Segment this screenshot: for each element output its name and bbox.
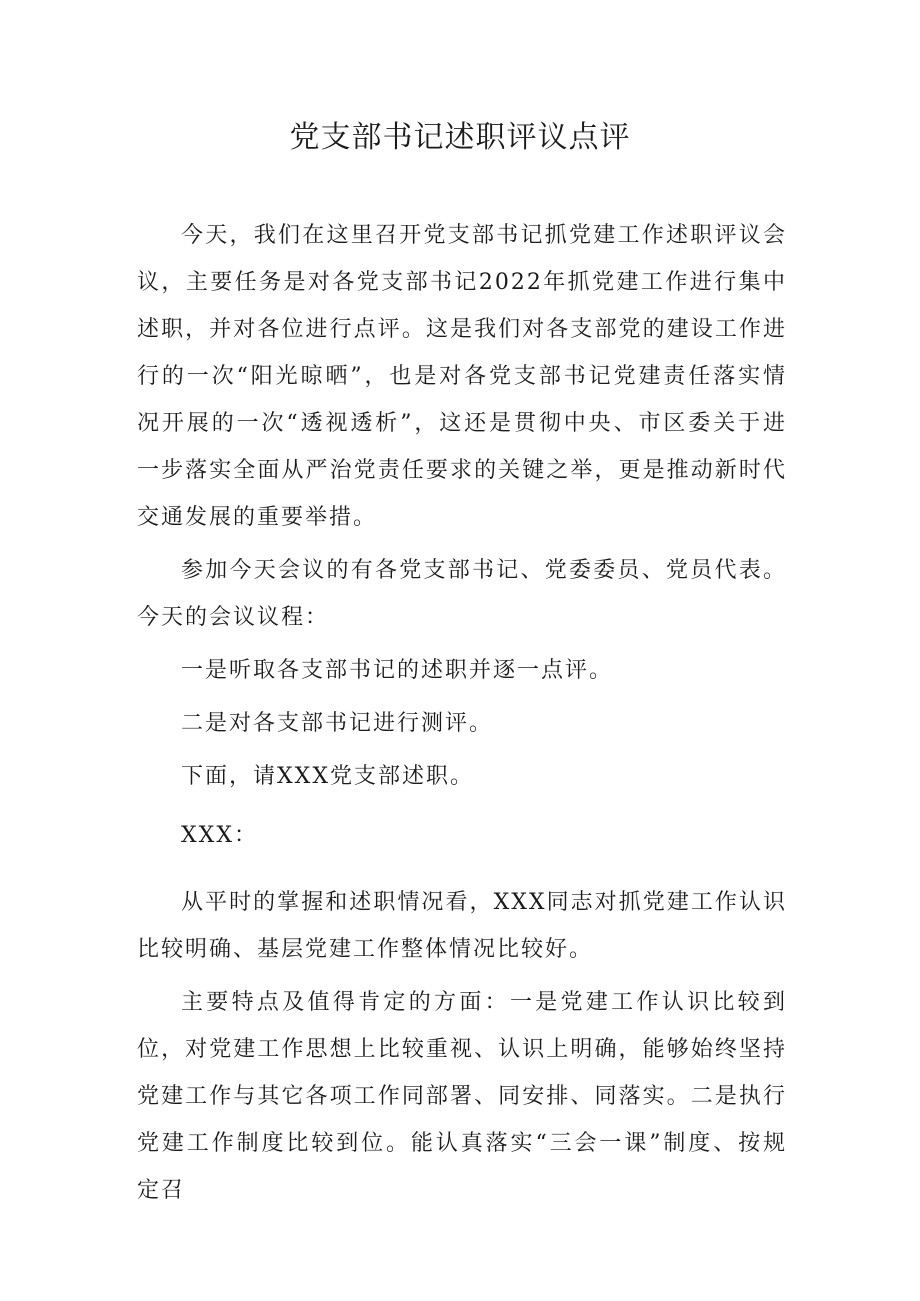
document-title: 党支部书记述职评议点评	[289, 120, 631, 155]
paragraph-agenda-item-1: 一是听取各支部书记的述职并逐一点评。	[181, 658, 614, 683]
paragraph-attendees: 参加今天会议的有各党支部书记、党委委员、党员代表。今天的会议议程：	[137, 558, 787, 630]
paragraph-highlights: 主要特点及值得肯定的方面：一是党建工作认识比较到位，对党建工作思想上比较重视、认识上明确，能够始终坚持党建工作与其它各项工作同部署、同安排、同落实。二是执行党建工作制度比较到位。能认真落实“三会一课”制度、按规定召	[137, 990, 787, 1203]
paragraph-opening: 今天，我们在这里召开党支部书记抓党建工作述职评议会议，主要任务是对各党支部书记2022年抓党建工作进行集中述职，并对各位进行点评。这是我们对各支部党的建设工作进行的一次“阳光晾晒”，也是对各党支部书记党建责任落实情况开展的一次“透视透析”，这还是贯彻中央、市区委关于进一步落实全面从严治党责任要求的关键之举，更是推动新时代交通发展的重要举措。	[137, 223, 787, 530]
paragraph-next-speaker: 下面，请XXX党支部述职。	[181, 764, 474, 789]
paragraph-speaker-name: XXX：	[181, 823, 258, 848]
paragraph-overall-assessment: 从平时的掌握和述职情况看，XXX同志对抓党建工作认识比较明确、基层党建工作整体情况比较好。	[137, 890, 787, 962]
paragraph-agenda-item-2: 二是对各支部书记进行测评。	[181, 711, 494, 736]
document-body	[137, 212, 787, 1220]
